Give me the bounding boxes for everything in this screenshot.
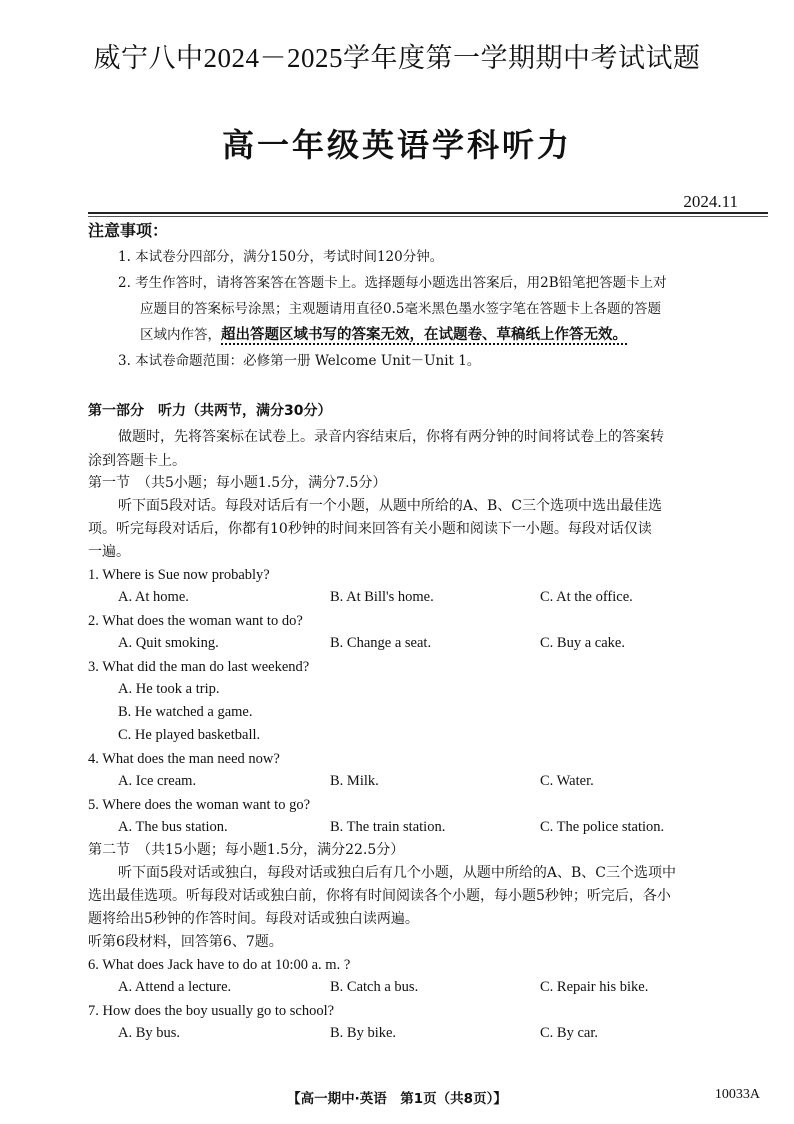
header-rule-thin [88, 216, 768, 217]
question-2-stem: 2. What does the woman want to do? [88, 613, 303, 629]
section2-intro-line-3: 题将给出5秒钟的作答时间。每段对话或独白读两遍。 [88, 911, 419, 927]
question-4-option-a: A. Ice cream. [118, 773, 197, 789]
part1-heading: 第一部分 听力（共两节，满分30分） [88, 403, 332, 419]
question-4-option-b: B. Milk. [330, 773, 379, 789]
question-7-option-b: B. By bike. [330, 1025, 397, 1041]
notice-item-3: 3. 本试卷命题范围：必修第一册 Welcome Unit－Unit 1。 [118, 353, 481, 369]
question-1-option-c: C. At the office. [540, 589, 633, 605]
question-6-option-b: B. Catch a bus. [330, 979, 419, 995]
section1-intro-line-1: 听下面5段对话。每段对话后有一个小题，从题中所给的A、B、C三个选项中选出最佳选 [118, 498, 663, 514]
part1-intro-line-1: 做题时，先将答案标在试卷上。录音内容结束后，你将有两分钟的时间将试卷上的答案转 [118, 429, 664, 445]
notice-item-1: 1. 本试卷分四部分，满分150分，考试时间120分钟。 [118, 249, 444, 265]
notice-item-2-plain: 区域内作答， [140, 327, 221, 343]
question-4-stem: 4. What does the man need now? [88, 751, 280, 767]
material-6-heading: 听第6段材料，回答第6、7题。 [88, 934, 283, 950]
exam-date: 2024.11 [683, 192, 738, 211]
question-3-option-a: A. He took a trip. [118, 681, 220, 697]
question-6-option-a: A. Attend a lecture. [118, 979, 232, 995]
question-2-option-b: B. Change a seat. [330, 635, 432, 651]
header-rule [88, 212, 768, 214]
question-7-option-a: A. By bus. [118, 1025, 181, 1041]
question-5-option-a: A. The bus station. [118, 819, 228, 835]
section1-intro-line-2: 项。听完每段对话后，你都有10秒钟的时间来回答有关小题和阅读下一小题。每段对话仅读 [88, 521, 652, 537]
notice-item-2-line-2: 应题目的答案标号涂黑；主观题请用直径0.5毫米黑色墨水签字笔在答题卡上各题的答题 [140, 301, 661, 317]
notice-item-2-line-3 [140, 326, 627, 344]
subject-title: 高一年级英语学科听力 [221, 126, 572, 164]
section2-heading: 第二节 （共15小题；每小题1.5分，满分22.5分） [88, 842, 405, 858]
notice-item-2-line-1: 2. 考生作答时，请将答案答在答题卡上。选择题每小题选出答案后，用2B铅笔把答题卡上对 [118, 275, 667, 291]
section1-intro-line-3: 一遍。 [88, 544, 130, 560]
school-title: 威宁八中2024－2025学年度第一学期期中考试试题 [93, 43, 701, 73]
exam-code: 10033A [714, 1087, 760, 1102]
question-6-stem: 6. What does Jack have to do at 10:00 a. m. ? [88, 957, 351, 973]
question-7-option-c: C. By car. [540, 1025, 598, 1041]
part1-intro-line-2: 涂到答题卡上。 [88, 453, 186, 469]
section1-heading: 第一节 （共5小题；每小题1.5分，满分7.5分） [88, 475, 387, 491]
question-3-option-c: C. He played basketball. [118, 727, 261, 743]
section2-intro-line-1: 听下面5段对话或独白，每段对话或独白后有几个小题，从题中所给的A、B、C三个选项中 [118, 865, 677, 881]
question-5-option-c: C. The police station. [540, 819, 665, 835]
question-4-option-c: C. Water. [540, 773, 594, 789]
question-3-option-b: B. He watched a game. [118, 704, 253, 720]
question-1-stem: 1. Where is Sue now probably? [88, 567, 270, 583]
question-2-option-a: A. Quit smoking. [118, 635, 219, 651]
question-1-option-a: A. At home. [118, 589, 189, 605]
question-7-stem: 7. How does the boy usually go to school? [88, 1003, 335, 1019]
notice-heading: 注意事项： [88, 221, 169, 240]
question-2-option-c: C. Buy a cake. [540, 635, 625, 651]
question-3-stem: 3. What did the man do last weekend? [88, 659, 310, 675]
notice-item-2-emphasis: 超出答题区域书写的答案无效，在试题卷、草稿纸上作答无效。 [221, 327, 627, 343]
section2-intro-line-2: 选出最佳选项。听每段对话或独白前，你将有时间阅读各个小题，每小题5秒钟；听完后，各小 [88, 888, 671, 904]
question-1-option-b: B. At Bill's home. [330, 589, 434, 605]
question-5-stem: 5. Where does the woman want to go? [88, 797, 311, 813]
question-5-option-b: B. The train station. [330, 819, 446, 835]
page-footer: 【高一期中·英语 第1页（共8页）】 [287, 1091, 507, 1107]
question-6-option-c: C. Repair his bike. [540, 979, 649, 995]
